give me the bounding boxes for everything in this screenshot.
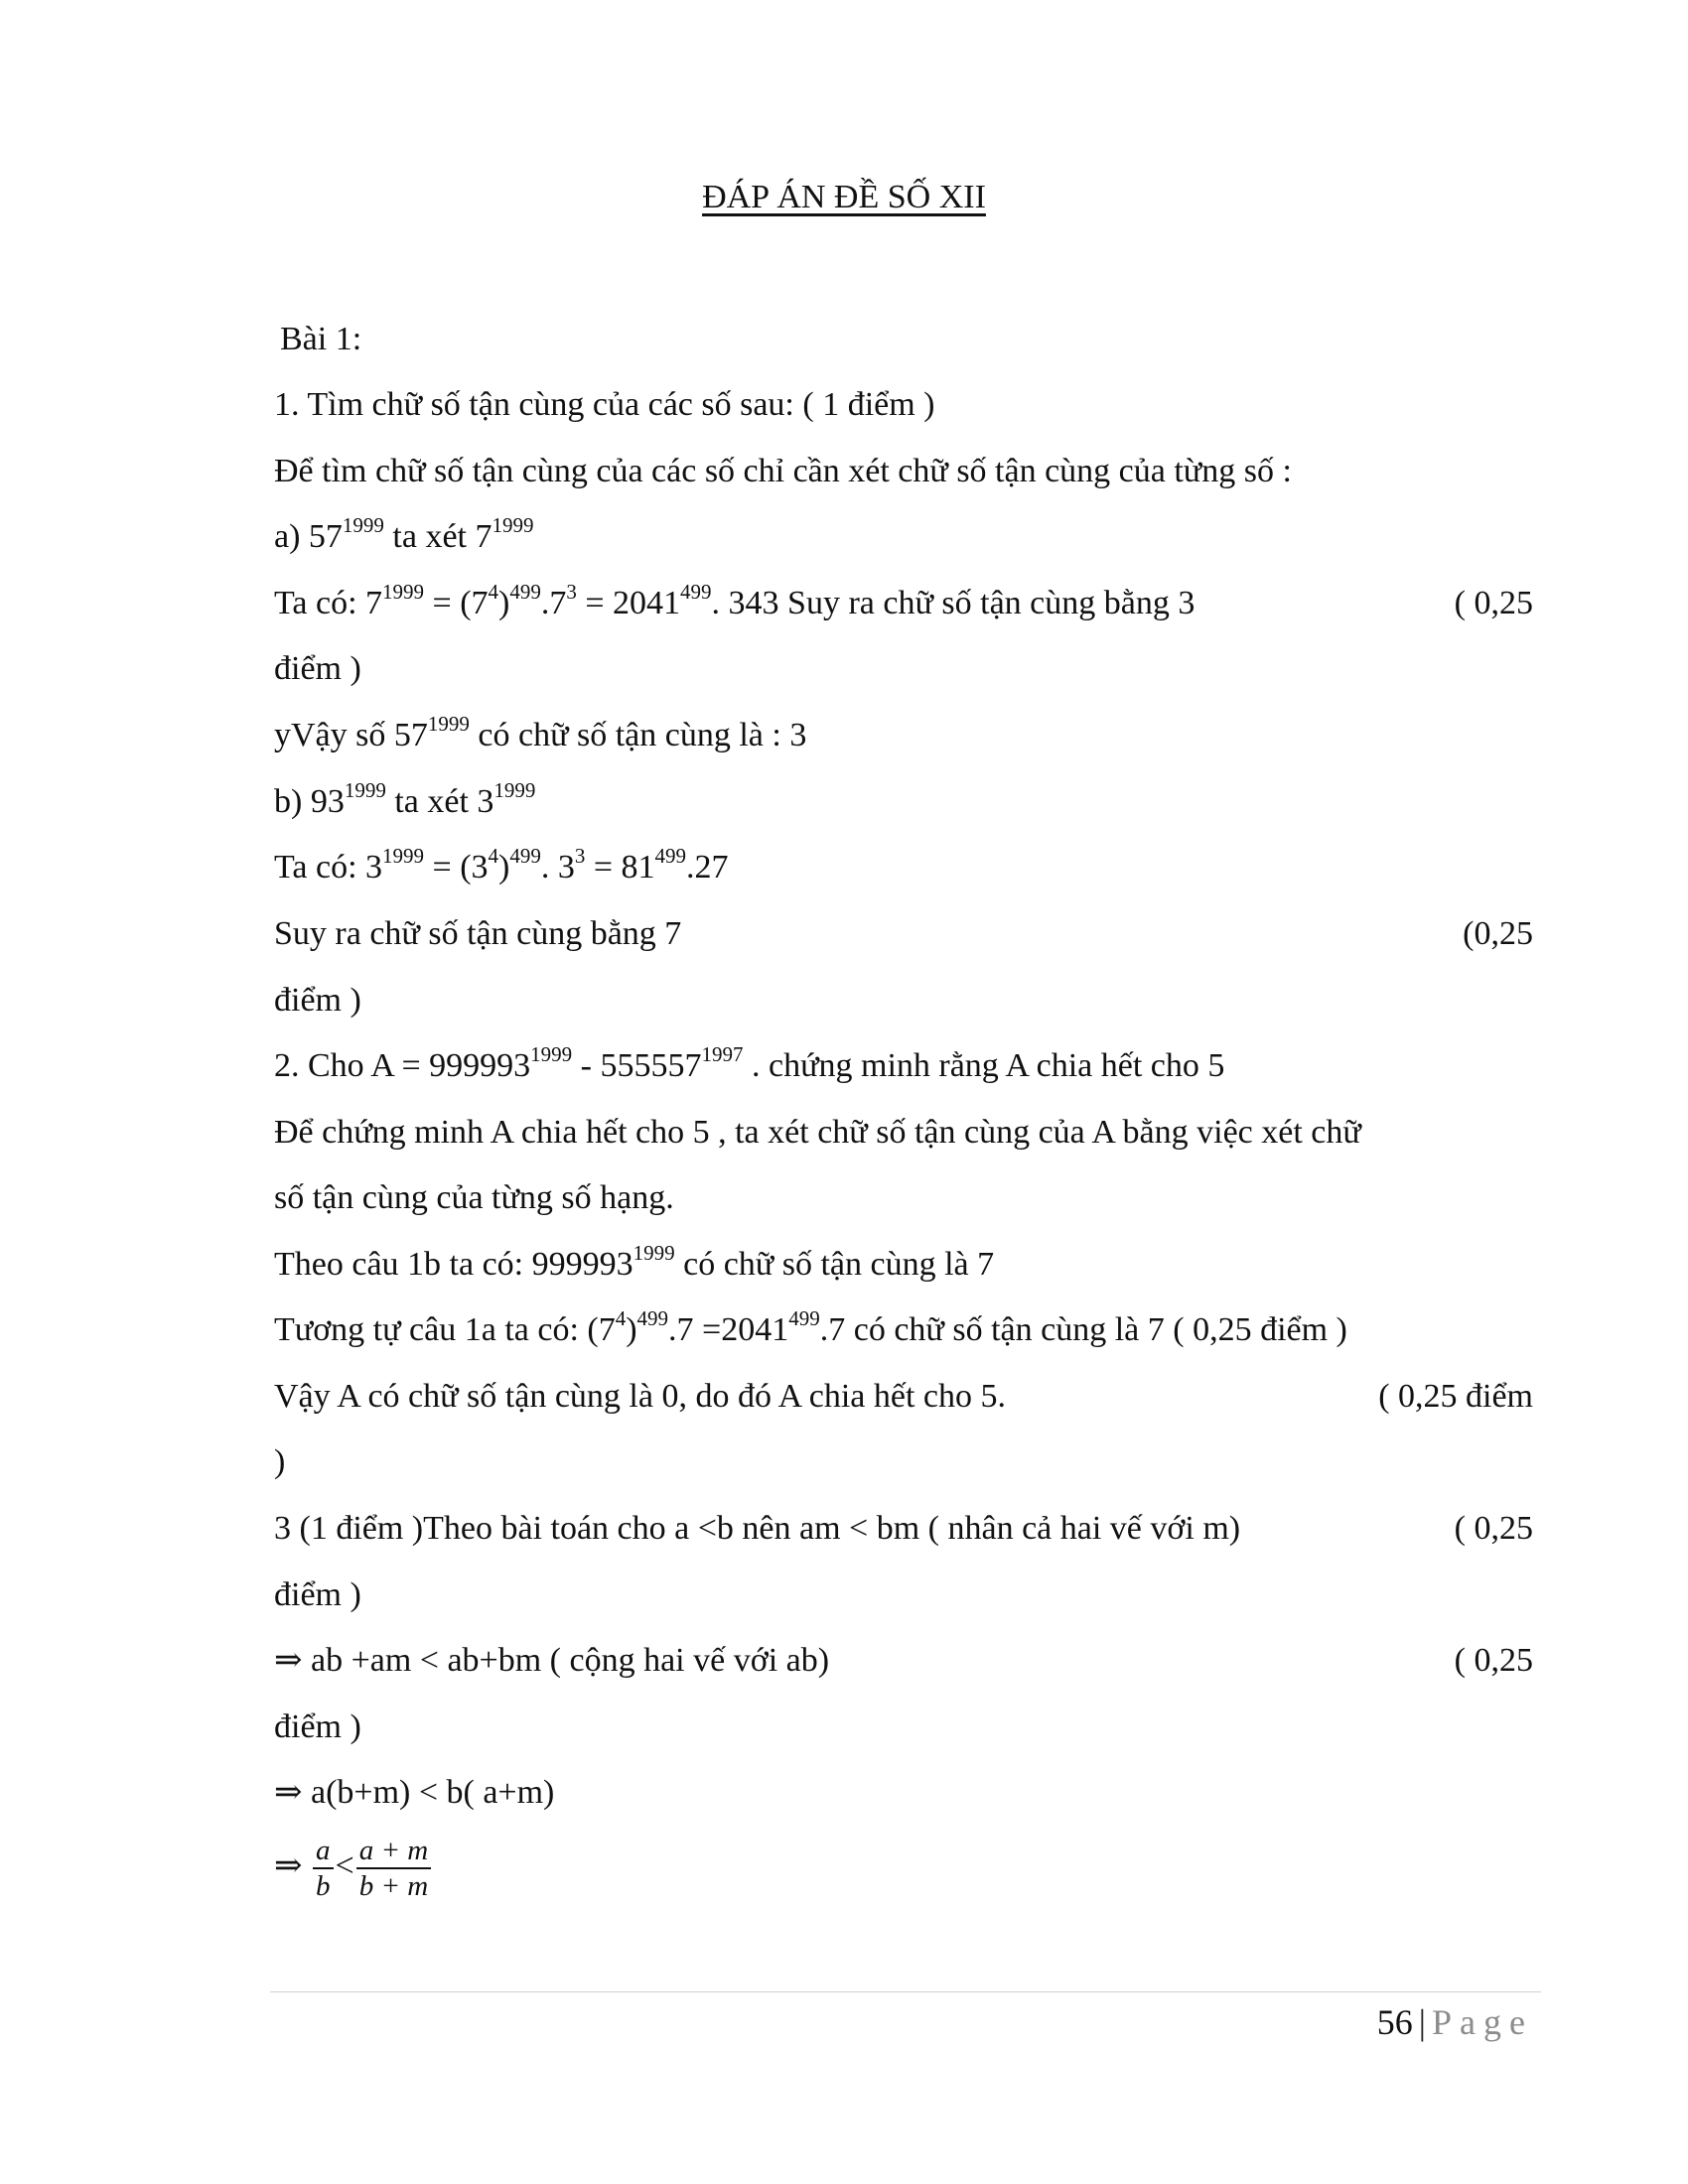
page-title: ĐÁP ÁN ĐỀ SỐ XII (702, 179, 986, 215)
q3-fraction-inequality (274, 1827, 1533, 1906)
q3-line3: ⇒ a(b+m) < b( a+m) (274, 1774, 555, 1811)
text-segment: Ta có: 3 (274, 849, 383, 886)
score-continuation: điểm ) (274, 982, 361, 1019)
exponent: 4 (488, 844, 499, 868)
exponent: 499 (636, 1306, 669, 1330)
score-continuation: điểm ) (274, 650, 361, 687)
score-label: ( 0,25 (1454, 1510, 1533, 1547)
q3-line2 (274, 1641, 1533, 1681)
page-number: 56 (1376, 2002, 1413, 2042)
text-segment: ) (498, 849, 510, 886)
exponent: 1999 (493, 778, 536, 802)
implies-symbol: ⇒ (274, 1847, 303, 1884)
exponent: 1999 (382, 844, 425, 868)
q1a-calculation (274, 580, 1533, 623)
text-segment: Suy ra chữ số tận cùng bằng 7 (274, 915, 682, 952)
page-footer (1377, 2001, 1533, 2043)
q1b-result (274, 914, 1533, 954)
text-segment: = 2041 (576, 585, 681, 621)
exponent: 1999 (492, 513, 534, 537)
text-segment: .7 =2041 (668, 1311, 789, 1348)
q1-intro: Để tìm chữ số tận cùng của các số chỉ cần xét chữ số tận cùng của từng số : (274, 453, 1292, 489)
exponent: 1999 (342, 513, 384, 537)
score-continuation: điểm ) (274, 1576, 361, 1613)
text-segment: ta xét 7 (383, 518, 492, 555)
footer-separator: | (1418, 2002, 1427, 2042)
exponent: 1999 (344, 778, 386, 802)
q1b-calculation (274, 844, 1533, 887)
text-segment: . 343 Suy ra chữ số tận cùng bằng 3 (711, 585, 1196, 621)
numerator: a + m (356, 1834, 432, 1869)
exponent: 499 (788, 1306, 820, 1330)
exponent: 499 (680, 580, 712, 604)
exponent: 1999 (382, 580, 425, 604)
text-segment: có chữ số tận cùng là 7 (674, 1246, 995, 1283)
text-segment: Vậy A có chữ số tận cùng là 0, do đó A chia hết cho 5. (274, 1378, 1007, 1415)
q1-heading: 1. Tìm chữ số tận cùng của các số sau: ( 1 điểm ) (274, 386, 935, 423)
fraction-a-over-b (313, 1834, 334, 1903)
q3-line1 (274, 1509, 1533, 1549)
text-segment: .7 (540, 585, 567, 621)
text-segment: = (7 (424, 585, 489, 621)
text-segment: .7 có chữ số tận cùng là 7 ( 0,25 điểm ) (819, 1311, 1347, 1348)
exponent: 3 (574, 844, 586, 868)
exponent: 499 (509, 580, 541, 604)
text-segment: 3 (1 điểm )Theo bài toán cho a <b nên am < bm ( nhân cả hai vế với m) (274, 1510, 1241, 1547)
q2-conclusion (274, 1377, 1533, 1417)
exponent: 1999 (427, 712, 470, 736)
text-segment: b) 93 (274, 783, 345, 820)
q2-intro-line2: số tận cùng của từng số hạng. (274, 1179, 674, 1216)
text-segment: .27 (686, 849, 729, 886)
text-segment: Theo câu 1b ta có: 999993 (274, 1246, 633, 1283)
q2-tuong-tu (274, 1306, 1533, 1350)
text-segment: ) (626, 1311, 637, 1348)
text-segment: 2. Cho A = 999993 (274, 1047, 531, 1084)
text-segment: ta xét 3 (385, 783, 494, 820)
denominator: b (316, 1870, 331, 1903)
exponent: 4 (615, 1306, 627, 1330)
score-label: ( 0,25 (1454, 1642, 1533, 1679)
q1a-line (274, 513, 1533, 557)
score-continuation: ) (274, 1443, 286, 1480)
page-label: Page (1432, 2002, 1533, 2042)
text-segment: có chữ số tận cùng là : 3 (469, 717, 807, 753)
q2-theo-cau-1b (274, 1241, 1533, 1285)
exponent: 1999 (633, 1241, 675, 1265)
q1b-line (274, 778, 1533, 822)
q2-intro-line1: Để chứng minh A chia hết cho 5 , ta xét chữ số tận cùng của A bằng việc xét chữ (274, 1114, 1361, 1151)
footer-divider (270, 1991, 1541, 1992)
q2-statement (274, 1042, 1533, 1086)
text-segment: ⇒ ab +am < ab+bm ( cộng hai vế với ab) (274, 1642, 830, 1679)
text-segment: Tương tự câu 1a ta có: (7 (274, 1311, 616, 1348)
text-segment: = (3 (424, 849, 489, 886)
exponent: 499 (509, 844, 541, 868)
text-segment: . chứng minh rằng A chia hết cho 5 (743, 1047, 1225, 1084)
section-heading: Bài 1: (280, 321, 362, 357)
equation (274, 580, 1196, 623)
text-segment: - 555557 (572, 1047, 702, 1084)
text-segment: Ta có: 7 (274, 585, 383, 621)
exponent: 1997 (701, 1042, 744, 1066)
text-segment: a) 57 (274, 518, 343, 555)
score-label: ( 0,25 (1454, 585, 1533, 621)
q1a-conclusion (274, 712, 1533, 755)
fraction-a-plus-m-over-b-plus-m (356, 1834, 432, 1903)
score-continuation: điểm ) (274, 1708, 361, 1745)
less-than-symbol: < (335, 1847, 354, 1884)
exponent: 1999 (530, 1042, 573, 1066)
denominator: b + m (358, 1870, 429, 1903)
text-segment: yVậy số 57 (274, 717, 428, 753)
score-label: (0,25 (1463, 915, 1533, 952)
text-segment: = 81 (585, 849, 655, 886)
score-label: ( 0,25 điểm (1378, 1378, 1533, 1415)
exponent: 4 (488, 580, 499, 604)
numerator: a (313, 1834, 334, 1869)
text-segment: ) (498, 585, 510, 621)
exponent: 499 (654, 844, 687, 868)
text-segment: . 3 (540, 849, 575, 886)
exponent: 3 (566, 580, 577, 604)
